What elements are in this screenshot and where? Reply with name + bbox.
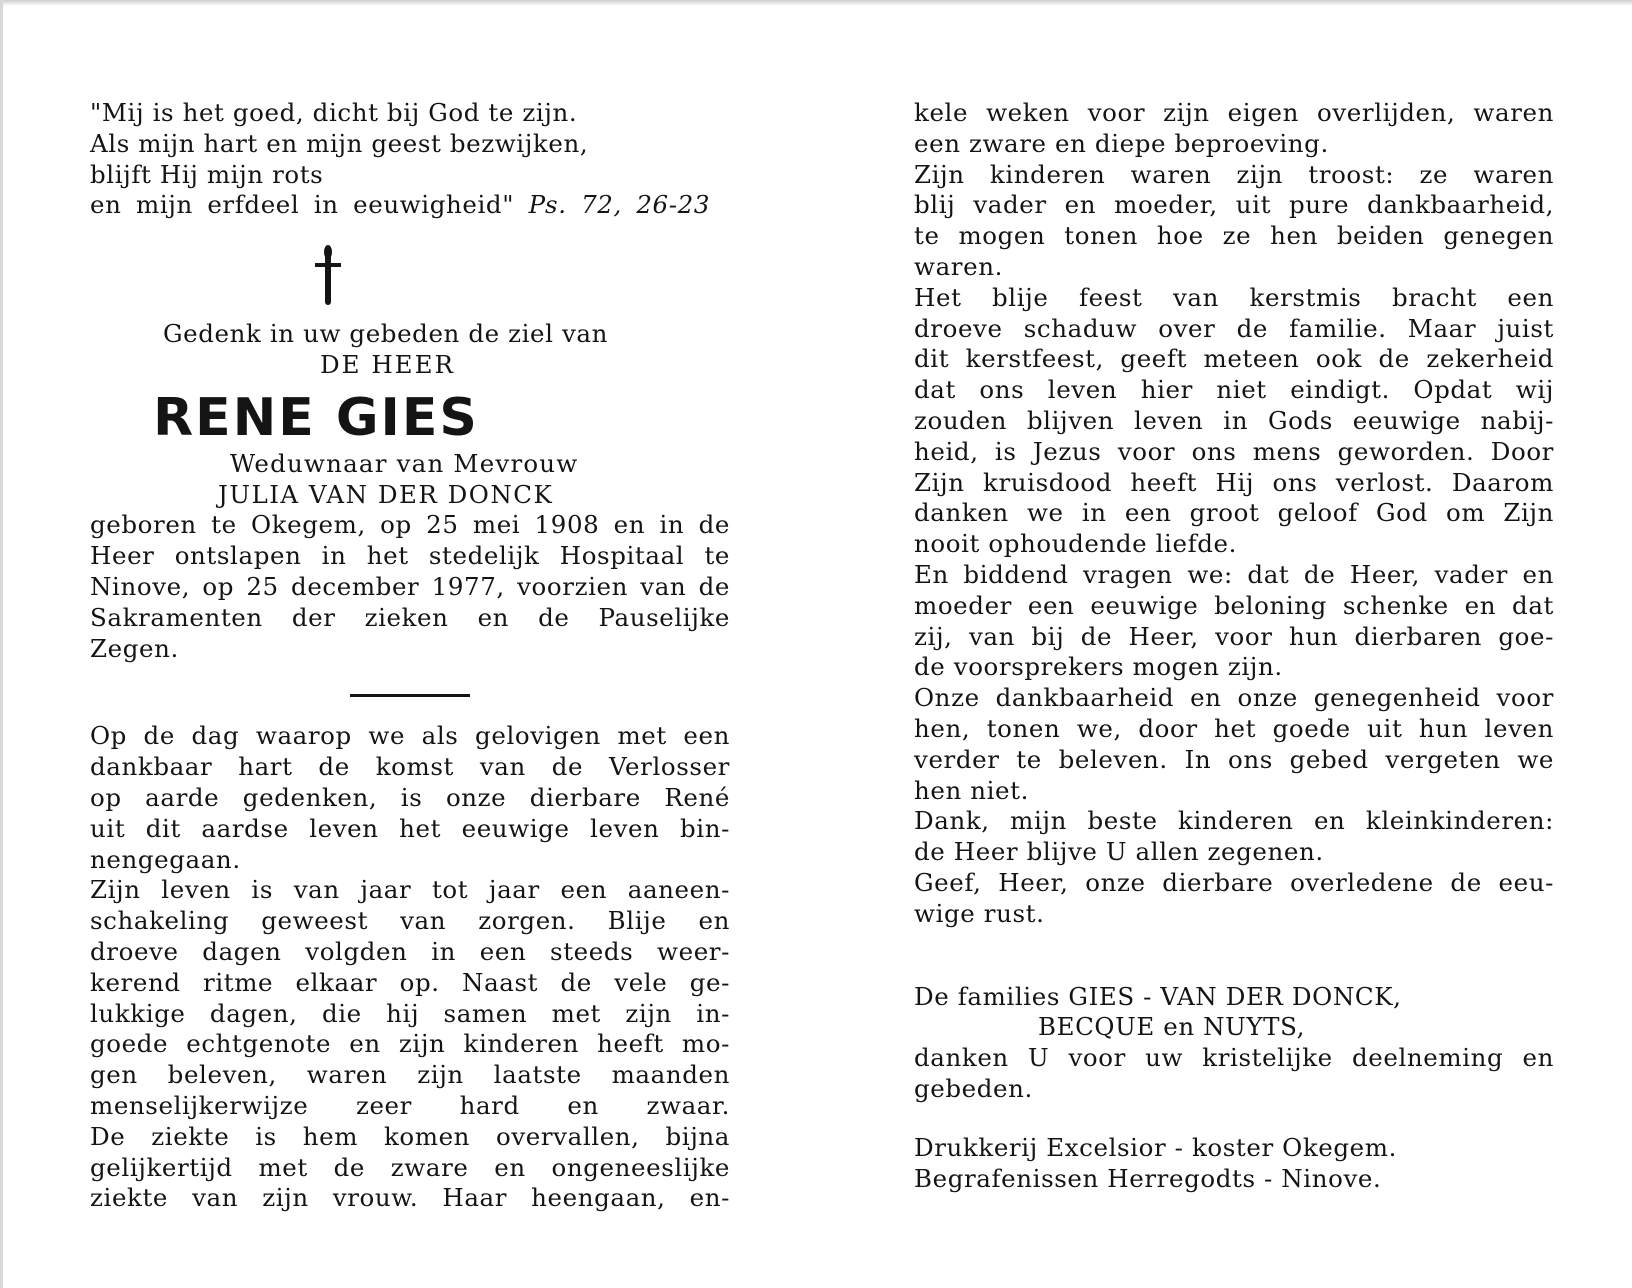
- tribute-paragraph-9: [914, 806, 1554, 868]
- scan-top-edge: [0, 0, 1632, 6]
- tribute-paragraph-7: [914, 560, 1554, 683]
- tribute-paragraph-3: [90, 1122, 730, 1214]
- text-line: ziekte van zijn vrouw. Haar heengaan, en-: [90, 1183, 730, 1213]
- text-line: droeve dagen volgden in een steeds weer-: [90, 936, 730, 966]
- bio-line: geboren te Okegem, op 25 mei 1908 en in de: [90, 510, 730, 540]
- text-line: blij vader en moeder, uit pure dankbaarheid,: [914, 190, 1554, 220]
- text-line: Geef, Heer, onze dierbare overledene de eeu-: [914, 867, 1554, 897]
- bio-line: Sakramenten der zieken en de Pauselijke: [90, 602, 730, 632]
- text-line: goede echtgenote en zijn kinderen heeft mo-: [90, 1029, 730, 1059]
- widow-line: Weduwnaar van Mevrouw: [230, 448, 579, 478]
- text-line: te mogen tonen hoe ze hen beiden genegen: [914, 221, 1554, 251]
- text-line: kele weken voor zijn eigen overlijden, waren: [914, 98, 1554, 127]
- text-line: danken we in een groot geloof God om Zijn: [914, 498, 1554, 528]
- text-line: Het blije feest van kerstmis bracht een: [914, 282, 1554, 312]
- funeral-home-line: Begrafenissen Herregodts - Ninove.: [914, 1163, 1382, 1193]
- text-line: zij, van bij de Heer, voor hun dierbaren goe-: [914, 621, 1554, 651]
- text-line: nooit ophoudende liefde.: [914, 529, 1238, 559]
- families-line: De families GIES - VAN DER DONCK,: [914, 981, 1402, 1011]
- families-line: BECQUE en NUYTS,: [1038, 1012, 1306, 1042]
- text-line: zouden blijven leven in Gods eeuwige nabij-: [914, 405, 1554, 435]
- text-line: Op de dag waarop we als gelovigen met een: [90, 721, 730, 751]
- text-line: dankbaar hart de komst van de Verlosser: [90, 752, 730, 782]
- text-line: hen niet.: [914, 775, 1029, 805]
- tribute-paragraph-2: [90, 875, 730, 1121]
- text-line: verder te beleven. In ons gebed vergeten we: [914, 744, 1554, 774]
- verse-line: "Mij is het goed, dicht bij God te zijn.: [90, 98, 578, 127]
- deceased-title: DE HEER: [320, 349, 455, 379]
- verse-reference: Ps. 72, 26-23: [528, 190, 711, 220]
- text-line: de Heer blijve U allen zegenen.: [914, 837, 1324, 867]
- text-line: de voorsprekers mogen zijn.: [914, 652, 1283, 682]
- text-line: hen, tonen we, door het goede uit hun leven: [914, 713, 1554, 743]
- thanks-line: danken U voor uw kristelijke deelneming en: [914, 1043, 1554, 1073]
- verse-last-line: [90, 190, 710, 221]
- text-line: De ziekte is hem komen overvallen, bijna: [90, 1121, 730, 1151]
- verse-line: blijft Hij mijn rots: [90, 159, 324, 189]
- text-line: nengegaan.: [90, 844, 241, 874]
- tribute-paragraph-6: [914, 283, 1554, 560]
- text-line: gelijkertijd met de zware en ongeneeslijke: [90, 1152, 730, 1182]
- text-line: Onze dankbaarheid en onze genegenheid voor: [914, 683, 1554, 713]
- deceased-name: RENE GIES: [153, 387, 479, 448]
- tribute-paragraph-5: [914, 160, 1554, 283]
- text-line: dat ons leven hier niet eindigt. Opdat wij: [914, 375, 1554, 405]
- text-line: Dank, mijn beste kinderen en kleinkinderen:: [914, 806, 1554, 836]
- tribute-paragraph-4: [914, 98, 1554, 160]
- cross-icon: [308, 235, 348, 315]
- verse-line: en mijn erfdeel in eeuwigheid": [90, 190, 515, 220]
- text-line: Zijn kruisdood heeft Hij ons verlost. Daarom: [914, 467, 1554, 497]
- text-line: lukkige dagen, die hij samen met zijn in-: [90, 998, 730, 1028]
- text-line: droeve schaduw over de familie. Maar juist: [914, 313, 1554, 343]
- text-line: En biddend vragen we: dat de Heer, vader en: [914, 559, 1554, 589]
- tribute-paragraph-10: [914, 868, 1554, 930]
- divider: [350, 694, 470, 697]
- text-line: menselijkerwijze zeer hard en zwaar.: [90, 1090, 730, 1120]
- verse-line: Als mijn hart en mijn geest bezwijken,: [90, 128, 589, 158]
- text-line: op aarde gedenken, is onze dierbare René: [90, 782, 730, 812]
- text-line: heid, is Jezus voor ons mens geworden. Door: [914, 436, 1554, 466]
- tribute-paragraph-1: [90, 721, 730, 875]
- psalm-verse: [90, 98, 730, 221]
- spouse-name: JULIA VAN DER DONCK: [218, 479, 554, 509]
- text-line: schakeling geweest van zorgen. Blije en: [90, 906, 730, 936]
- text-line: moeder een eeuwige beloning schenke en dat: [914, 590, 1554, 620]
- remember-line: Gedenk in uw gebeden de ziel van: [163, 319, 608, 349]
- text-line: dit kerstfeest, geeft meteen ook de zekerheid: [914, 344, 1554, 374]
- text-line: kerend ritme elkaar op. Naast de vele ge-: [90, 967, 730, 997]
- text-line: Zijn leven is van jaar tot jaar een aaneen-: [90, 875, 730, 905]
- bio-line: Ninove, op 25 december 1977, voorzien van de: [90, 571, 730, 601]
- text-line: waren.: [914, 251, 1003, 281]
- bio-line: Heer ontslapen in het stedelijk Hospitaal te: [90, 541, 730, 571]
- thanks-line: gebeden.: [914, 1073, 1033, 1103]
- biography: [90, 510, 730, 664]
- text-line: gen beleven, waren zijn laatste maanden: [90, 1060, 730, 1090]
- tribute-paragraph-8: [914, 683, 1554, 806]
- right-column: [914, 98, 1554, 1194]
- text-line: een zware en diepe beproeving.: [914, 128, 1329, 158]
- scan-left-edge: [0, 0, 3, 1288]
- printer-line: Drukkerij Excelsior - koster Okegem.: [914, 1132, 1397, 1162]
- remember-block: [90, 319, 730, 381]
- text-line: uit dit aardse leven het eeuwige leven bin-: [90, 813, 730, 843]
- family-thanks: [914, 982, 1554, 1105]
- left-column: [90, 98, 730, 1214]
- text-line: Zijn kinderen waren zijn troost: ze waren: [914, 159, 1554, 189]
- bio-line: Zegen.: [90, 633, 179, 663]
- text-line: wige rust.: [914, 898, 1045, 928]
- printer-credits: [914, 1133, 1554, 1195]
